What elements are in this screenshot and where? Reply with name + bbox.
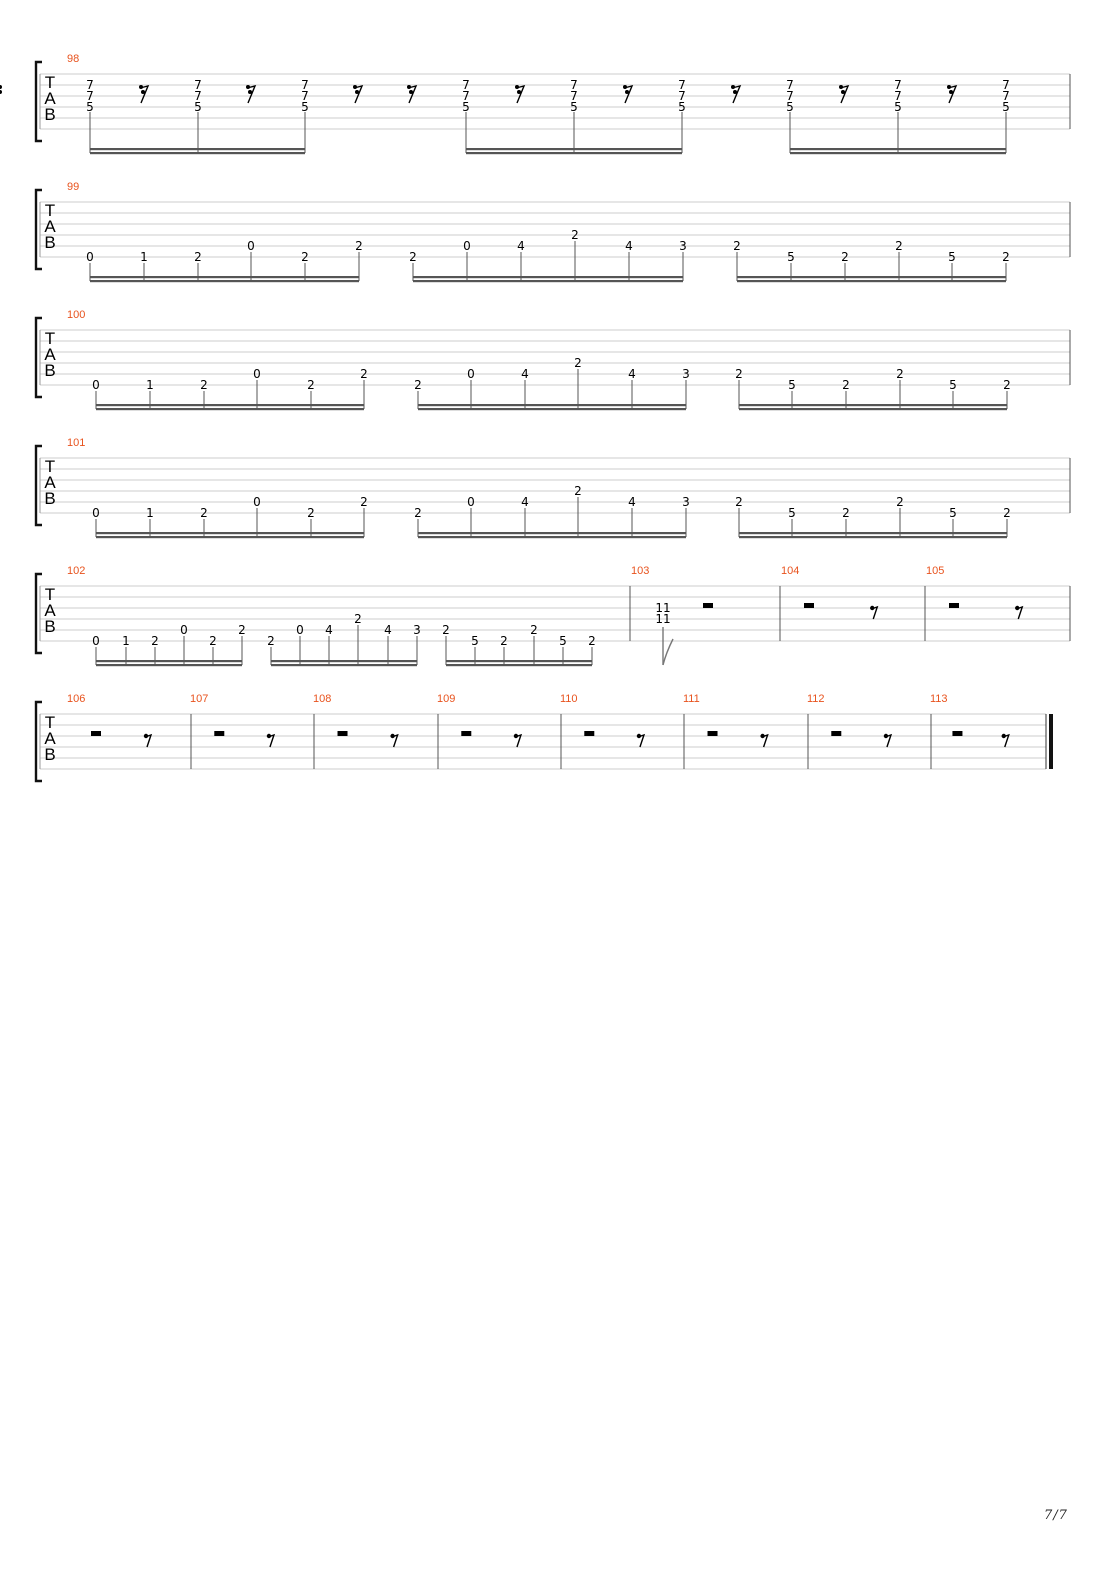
measure-number: 107 — [190, 693, 209, 705]
fret-number: 4 — [625, 239, 633, 253]
fret-number: 2 — [355, 239, 363, 253]
fret-number: 0 — [467, 367, 475, 381]
measure-number: 104 — [781, 565, 800, 577]
measure-number: 105 — [926, 565, 945, 577]
fret-number: 7 — [1002, 78, 1010, 92]
half-rest — [804, 603, 814, 608]
fret-number: 4 — [628, 495, 636, 509]
fret-number: 11 — [655, 612, 671, 626]
beam-primary — [96, 660, 242, 662]
tab-clef-letter: B — [44, 489, 56, 508]
fret-number: 5 — [301, 100, 309, 114]
fret-number: 2 — [842, 378, 850, 392]
fret-number: 3 — [682, 367, 690, 381]
fret-number: 7 — [786, 89, 794, 103]
fret-number: 5 — [1002, 100, 1010, 114]
tab-clef-letter: B — [44, 745, 56, 764]
measure-number: 102 — [67, 565, 86, 577]
measure-number: 108 — [313, 693, 332, 705]
beam-secondary — [466, 152, 682, 154]
fret-number: 2 — [896, 367, 904, 381]
fret-number: 2 — [588, 634, 596, 648]
fret-number: 2 — [571, 228, 579, 242]
fret-number: 1 — [140, 250, 148, 264]
beam-primary — [96, 404, 364, 406]
beam-secondary — [413, 280, 683, 282]
fret-number: 7 — [570, 89, 578, 103]
fret-number: 2 — [574, 484, 582, 498]
fret-number: 2 — [530, 623, 538, 637]
beam-primary — [90, 148, 305, 150]
fret-number: 2 — [151, 634, 159, 648]
measure-number: 113 — [930, 693, 948, 705]
fret-number: 5 — [949, 506, 957, 520]
page-number: 7/7 — [1044, 1508, 1068, 1523]
tab-clef-letter: B — [44, 105, 56, 124]
fret-number: 5 — [788, 506, 796, 520]
fret-number: 1 — [146, 506, 154, 520]
fret-number: 0 — [467, 495, 475, 509]
tab-clef-letter: T — [44, 713, 56, 732]
fret-number: 5 — [678, 100, 686, 114]
fret-number: 2 — [500, 634, 508, 648]
half-rest — [952, 731, 962, 736]
fret-number: 5 — [788, 378, 796, 392]
fret-number: 5 — [894, 100, 902, 114]
fret-number: 0 — [180, 623, 188, 637]
measure-number: 99 — [67, 181, 80, 193]
fret-number: 0 — [253, 495, 261, 509]
fret-number: 7 — [894, 78, 902, 92]
tab-clef-letter: A — [44, 729, 56, 748]
measure-number: 103 — [631, 565, 650, 577]
fret-number: 5 — [462, 100, 470, 114]
fret-number: 2 — [896, 495, 904, 509]
fret-number: 2 — [360, 367, 368, 381]
fret-number: 5 — [86, 100, 94, 114]
beam-secondary — [739, 408, 1007, 410]
fret-number: 5 — [559, 634, 567, 648]
fret-number: 3 — [679, 239, 687, 253]
fret-number: 2 — [442, 623, 450, 637]
fret-number: 0 — [463, 239, 471, 253]
fret-number: 2 — [267, 634, 275, 648]
beam-primary — [739, 404, 1007, 406]
beam-secondary — [96, 536, 364, 538]
beam-secondary — [271, 664, 417, 666]
fret-number: 1 — [146, 378, 154, 392]
beam-primary — [737, 276, 1006, 278]
fret-number: 7 — [301, 89, 309, 103]
fret-number: 2 — [209, 634, 217, 648]
fret-number: 7 — [86, 89, 94, 103]
fret-number: 4 — [628, 367, 636, 381]
fret-number: 2 — [414, 506, 422, 520]
fret-number: 2 — [1003, 506, 1011, 520]
fret-number: 2 — [1002, 250, 1010, 264]
tab-clef-letter: B — [44, 617, 56, 636]
fret-number: 2 — [733, 239, 741, 253]
tab-clef-letter: B — [44, 233, 56, 252]
tab-clef-letter: A — [44, 89, 56, 108]
fret-number: 5 — [471, 634, 479, 648]
fret-number: 4 — [325, 623, 333, 637]
beam-secondary — [96, 408, 364, 410]
half-rest — [338, 731, 348, 736]
fret-number: 5 — [786, 100, 794, 114]
fret-number: 5 — [570, 100, 578, 114]
beam-secondary — [446, 664, 592, 666]
measure-number: 98 — [67, 53, 80, 65]
beam-secondary — [418, 536, 686, 538]
fret-number: 3 — [682, 495, 690, 509]
beam-primary — [446, 660, 592, 662]
tab-clef-letter: T — [44, 585, 56, 604]
half-rest — [584, 731, 594, 736]
measure-number: 112 — [807, 693, 825, 705]
fret-number: 2 — [842, 506, 850, 520]
fret-number: 7 — [462, 78, 470, 92]
fret-number: 5 — [787, 250, 795, 264]
beam-secondary — [418, 408, 686, 410]
half-rest — [949, 603, 959, 608]
fret-number: 7 — [194, 78, 202, 92]
fret-number: 0 — [296, 623, 304, 637]
fret-number: 0 — [92, 634, 100, 648]
fret-number: 4 — [521, 495, 529, 509]
fret-number: 4 — [384, 623, 392, 637]
fret-number: 1 — [122, 634, 130, 648]
beam-primary — [413, 276, 683, 278]
fret-number: 2 — [307, 506, 315, 520]
fret-number: 7 — [86, 78, 94, 92]
tab-clef-letter: A — [44, 345, 56, 364]
fret-number: 2 — [895, 239, 903, 253]
measure-number: 109 — [437, 693, 456, 705]
fret-number: 7 — [678, 89, 686, 103]
fret-number: 3 — [413, 623, 421, 637]
tab-clef-letter: T — [44, 329, 56, 348]
tab-clef-letter: A — [44, 601, 56, 620]
fret-number: 2 — [1003, 378, 1011, 392]
fret-number: 0 — [86, 250, 94, 264]
fret-number: 7 — [301, 78, 309, 92]
sixteenth-rest-dot — [0, 90, 2, 94]
fret-number: 2 — [354, 612, 362, 626]
beam-primary — [790, 148, 1006, 150]
fret-number: 2 — [200, 506, 208, 520]
half-rest — [214, 731, 224, 736]
beam-primary — [466, 148, 682, 150]
tab-clef-letter: A — [44, 473, 56, 492]
beam-primary — [90, 276, 359, 278]
half-rest — [461, 731, 471, 736]
fret-number: 2 — [735, 495, 743, 509]
fret-number: 2 — [574, 356, 582, 370]
measure-number: 111 — [683, 693, 700, 705]
beam-primary — [418, 404, 686, 406]
fret-number: 7 — [786, 78, 794, 92]
tab-clef-letter: T — [44, 201, 56, 220]
fret-number: 2 — [307, 378, 315, 392]
beam-secondary — [739, 536, 1007, 538]
beam-secondary — [90, 152, 305, 154]
fret-number: 11 — [655, 601, 671, 615]
measure-number: 101 — [67, 437, 86, 449]
fret-number: 2 — [200, 378, 208, 392]
measure-number: 100 — [67, 309, 86, 321]
fret-number: 7 — [678, 78, 686, 92]
sixteenth-rest-dot — [0, 85, 2, 89]
fret-number: 0 — [92, 378, 100, 392]
fret-number: 2 — [414, 378, 422, 392]
fret-number: 5 — [949, 378, 957, 392]
fret-number: 5 — [948, 250, 956, 264]
half-rest — [708, 731, 718, 736]
fret-number: 2 — [735, 367, 743, 381]
fret-number: 2 — [409, 250, 417, 264]
fret-number: 7 — [570, 78, 578, 92]
tab-clef-letter: T — [44, 73, 56, 92]
beam-primary — [271, 660, 417, 662]
fret-number: 7 — [1002, 89, 1010, 103]
fret-number: 7 — [894, 89, 902, 103]
fret-number: 2 — [301, 250, 309, 264]
fret-number: 0 — [92, 506, 100, 520]
beam-primary — [418, 532, 686, 534]
fret-number: 7 — [462, 89, 470, 103]
tab-clef-letter: T — [44, 457, 56, 476]
beam-secondary — [790, 152, 1006, 154]
final-barline-thick — [1049, 714, 1053, 769]
fret-number: 2 — [841, 250, 849, 264]
note-flag — [663, 639, 673, 665]
beam-secondary — [737, 280, 1006, 282]
beam-primary — [96, 532, 364, 534]
fret-number: 0 — [253, 367, 261, 381]
fret-number: 2 — [194, 250, 202, 264]
tab-clef-letter: B — [44, 361, 56, 380]
half-rest — [91, 731, 101, 736]
beam-secondary — [96, 664, 242, 666]
tab-clef-letter: A — [44, 217, 56, 236]
half-rest — [703, 603, 713, 608]
beam-primary — [739, 532, 1007, 534]
fret-number: 2 — [238, 623, 246, 637]
measure-number: 110 — [560, 693, 578, 705]
fret-number: 4 — [521, 367, 529, 381]
fret-number: 7 — [194, 89, 202, 103]
measure-number: 106 — [67, 693, 86, 705]
fret-number: 0 — [247, 239, 255, 253]
beam-secondary — [90, 280, 359, 282]
fret-number: 4 — [517, 239, 525, 253]
half-rest — [831, 731, 841, 736]
fret-number: 2 — [360, 495, 368, 509]
fret-number: 5 — [194, 100, 202, 114]
